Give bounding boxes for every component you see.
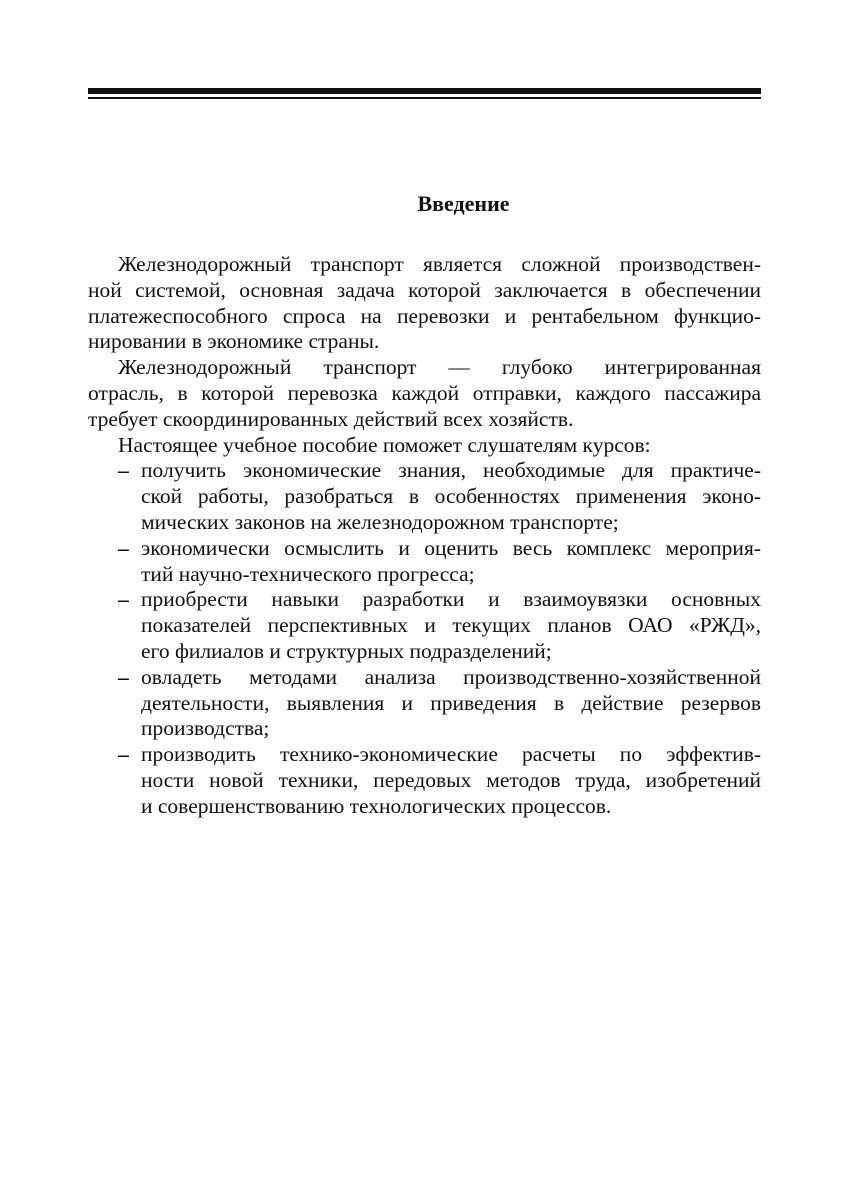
text-line: Железнодорожный транспорт является сложной производствен- xyxy=(118,252,761,276)
text-line: показателей перспективных и текущих планов ОАО «РЖД», xyxy=(141,613,761,638)
list-item xyxy=(88,665,761,742)
dash-bullet: – xyxy=(118,587,129,612)
dash-bullet: – xyxy=(118,742,129,767)
text-line: Железнодорожный транспорт — глубоко интегрированная xyxy=(118,355,761,380)
text-line: ной системой, основная задача которой заключается в обеспечении xyxy=(88,277,761,302)
text-line: отрасль, в которой перевозка каждой отправки, каждого пассажира xyxy=(88,380,761,405)
text-line: овладеть методами анализа производственно-хозяйственной xyxy=(141,664,761,689)
page-title: Введение xyxy=(417,191,510,216)
text-line: получить экономические знания, необходимые для практиче- xyxy=(141,458,761,483)
list-item xyxy=(88,458,761,535)
text-line: тий научно-технического прогресса; xyxy=(141,561,475,586)
list-item xyxy=(88,587,761,664)
body-text xyxy=(88,252,761,820)
header-rule-thin xyxy=(88,97,761,99)
paragraph-3 xyxy=(88,433,761,459)
text-line: ности новой техники, передовых методов труда, изобретений xyxy=(141,767,761,792)
text-line: требует скоординированных действий всех хозяйств. xyxy=(88,406,574,431)
header-rule-thick xyxy=(88,88,761,94)
text-line: экономически осмыслить и оценить весь комплекс мероприя- xyxy=(141,535,761,560)
list-item xyxy=(88,742,761,819)
text-line: и совершенствованию технологических процессов. xyxy=(141,793,612,818)
list-item xyxy=(88,536,761,588)
dash-bullet: – xyxy=(118,664,129,689)
paragraph-1 xyxy=(88,252,761,355)
text-line: его филиалов и структурных подразделений; xyxy=(141,638,552,663)
text-line: нировании в экономике страны. xyxy=(88,329,380,354)
text-line: производить технико-экономические расчеты по эффектив- xyxy=(141,742,761,767)
dash-bullet: – xyxy=(118,535,129,560)
text-line: деятельности, выявления и приведения в действие резервов xyxy=(141,690,761,715)
text-line: производства; xyxy=(141,716,270,741)
text-line: Настоящее учебное пособие поможет слушателям курсов: xyxy=(118,432,651,457)
text-line: приобрести навыки разработки и взаимоувязки основных xyxy=(141,587,761,612)
dash-bullet: – xyxy=(118,458,129,483)
text-line: платежеспособного спроса на перевозки и рентабельном функцио- xyxy=(88,303,761,328)
paragraph-2 xyxy=(88,355,761,432)
text-line: ской работы, разобраться в особенностях применения эконо- xyxy=(141,484,761,509)
text-line: мических законов на железнодорожном транспорте; xyxy=(141,509,619,534)
